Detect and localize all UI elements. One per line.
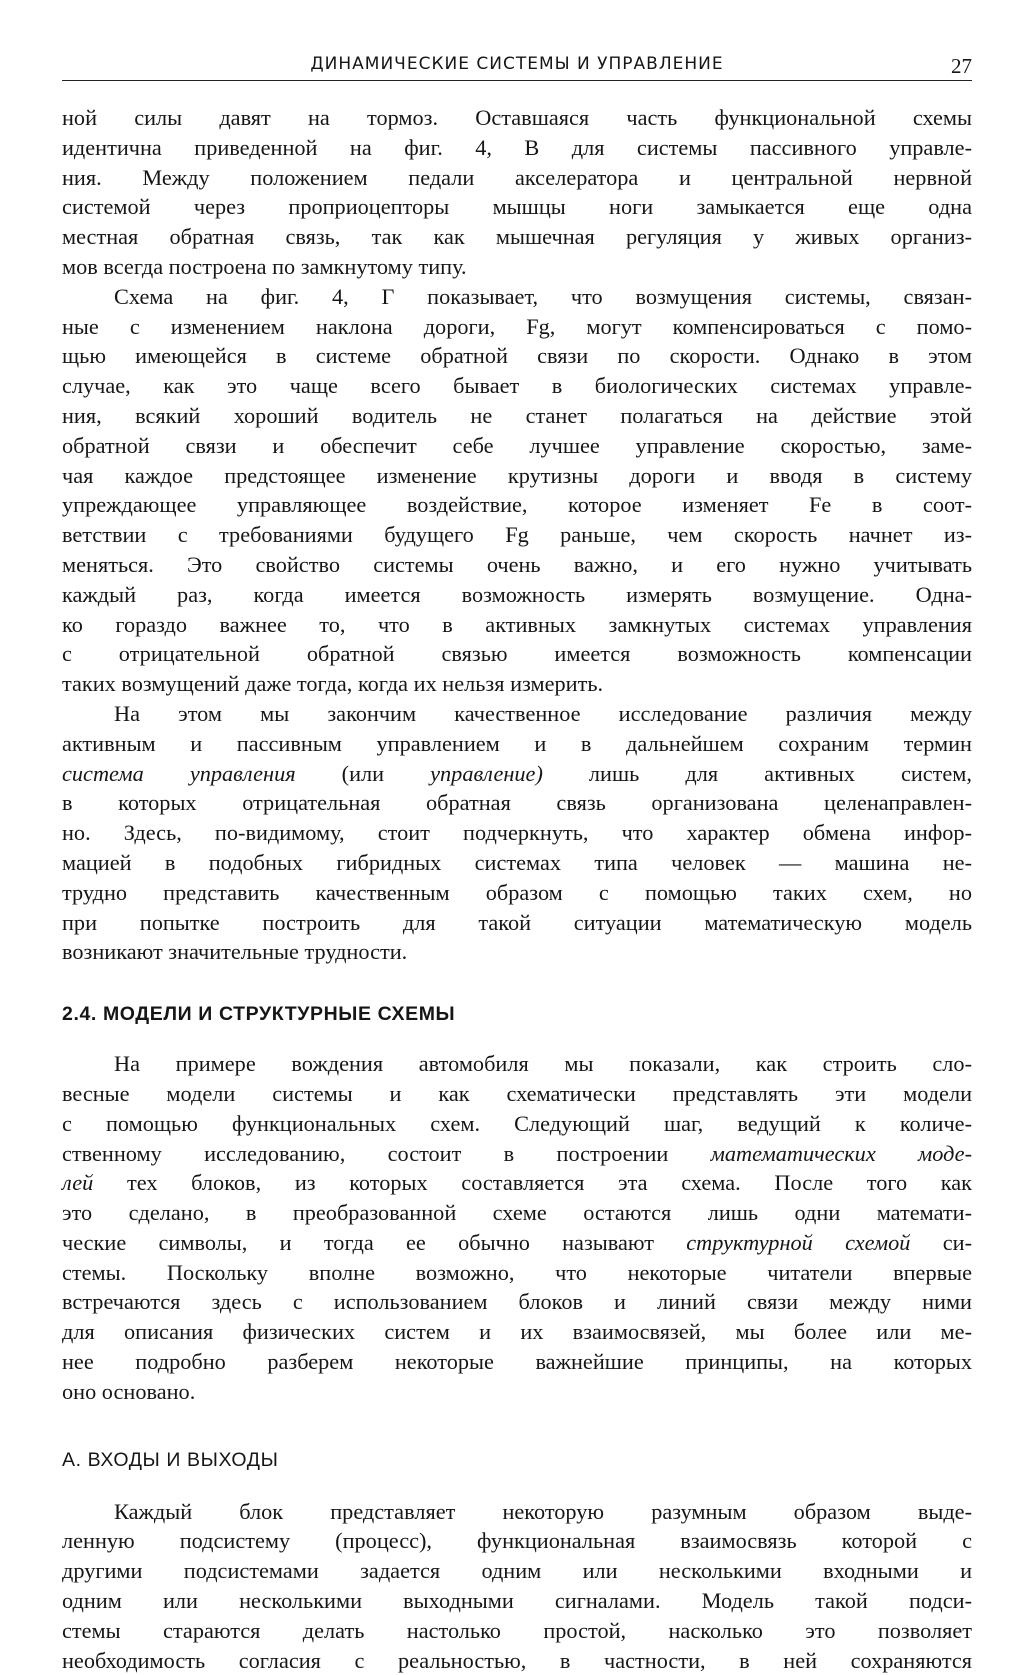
text-line: необходимость согласия с реальностью, в частности, в ней сохраняются — [62, 1647, 972, 1673]
text-line: местная обратная связь, так как мышечная регуляция у живых организ- — [62, 224, 972, 250]
text-line: с отрицательной обратной связью имеется возможность компенсации — [62, 641, 972, 667]
text-line: ко гораздо важнее то, что в активных замкнутых системах управления — [62, 611, 972, 637]
text-line — [62, 1168, 972, 1198]
text-line: каждый раз, когда имеется возможность измерять возмущение. Одна- — [62, 581, 972, 607]
book-page — [62, 48, 972, 1675]
page-body — [62, 103, 972, 1675]
italic-term: система управления — [62, 760, 296, 786]
text-line: обратной связи и обеспечит себе лучшее управление скоростью, заме- — [62, 432, 972, 458]
text-line: идентична приведенной на фиг. 4, В для системы пассивного управле- — [62, 134, 972, 160]
text-line: ные с изменением наклона дороги, Fg, могут компенсироваться с помо- — [62, 313, 972, 339]
text-line: ветствии с требованиями будущего Fg раньше, чем скорость начнет из- — [62, 522, 972, 548]
paragraph-1 — [62, 103, 972, 282]
text-line: оно основано. — [62, 1378, 196, 1404]
text-line: нее подробно разберем некоторые важнейшие принципы, на которых — [62, 1349, 972, 1375]
text-span: си- — [910, 1229, 973, 1255]
text-line: возникают значительные трудности. — [62, 939, 408, 965]
italic-term: структурной схемой — [686, 1229, 911, 1255]
paragraph-3 — [62, 699, 972, 967]
section-heading: 2.4. МОДЕЛИ И СТРУКТУРНЫЕ СХЕМЫ — [62, 1003, 456, 1026]
text-line — [62, 1139, 972, 1169]
text-line: упреждающее управляющее воздействие, которое изменяет Fe в соот- — [62, 492, 972, 518]
page-number: 27 — [951, 54, 972, 78]
text-line: но. Здесь, по-видимому, стоит подчеркнуть, что характер обмена инфор- — [62, 820, 972, 846]
text-line: стемы. Поскольку вполне возможно, что некоторые читатели впервые — [62, 1259, 972, 1285]
text-line: мацией в подобных гибридных системах типа человек — машина не- — [62, 849, 972, 875]
text-line: меняться. Это свойство системы очень важно, и его нужно учитывать — [62, 551, 972, 577]
text-span: ческие символы, и тогда ее обычно называют — [62, 1229, 687, 1255]
text-line: ленную подсистему (процесс), функциональная взаимосвязь которой с — [62, 1528, 972, 1554]
text-span: тех блоков, из которых составляется эта схема. После того как — [93, 1170, 972, 1196]
text-line: для описания физических систем и их взаимосвязей, мы более или ме- — [62, 1319, 972, 1345]
text-span: (или — [295, 760, 431, 786]
text-line: мов всегда построена по замкнутому типу. — [62, 253, 467, 279]
text-line: трудно представить качественным образом с помощью таких схем, но — [62, 879, 972, 905]
text-line: активным и пассивным управлением и в дальнейшем сохраним термин — [62, 730, 972, 756]
text-line: ния. Между положением педали акселератора и центральной нервной — [62, 164, 972, 190]
text-line: ния, всякий хороший водитель не станет полагаться на действие этой — [62, 402, 972, 428]
text-line: одним или несколькими выходными сигналами. Модель такой подси- — [62, 1588, 972, 1614]
text-line: в которых отрицательная обратная связь организована целенаправлен- — [62, 790, 972, 816]
text-line: с помощью функциональных схем. Следующий шаг, ведущий к количе- — [62, 1110, 972, 1136]
text-line: чая каждое предстоящее изменение крутизны дороги и вводя в систему — [62, 462, 972, 488]
text-line: На этом мы закончим качественное исследование различия между — [114, 700, 972, 726]
text-line: щью имеющейся в системе обратной связи по скорости. Однако в этом — [62, 343, 972, 369]
text-line: Каждый блок представляет некоторую разумным образом выде- — [114, 1498, 972, 1524]
italic-term: математических моде- — [710, 1140, 973, 1166]
paragraph-2 — [62, 282, 972, 699]
subsection-heading: А. ВХОДЫ И ВЫХОДЫ — [62, 1448, 279, 1471]
text-line: ной силы давят на тормоз. Оставшаяся часть функциональной схемы — [62, 105, 972, 130]
text-line — [62, 1228, 972, 1258]
italic-term: лей — [62, 1170, 94, 1196]
text-line: при попытке построить для такой ситуации математическую модель — [62, 909, 972, 935]
paragraph-5 — [62, 1497, 972, 1675]
text-line: системой через проприоцепторы мышцы ноги замыкается еще одна — [62, 194, 972, 220]
text-span: лишь для активных систем, — [542, 760, 972, 786]
text-line: другими подсистемами задается одним или несколькими входными и — [62, 1558, 972, 1584]
text-line: случае, как это чаще всего бывает в биологических системах управле- — [62, 373, 972, 399]
text-span: ственному исследованию, состоит в построении — [62, 1140, 711, 1166]
paragraph-4 — [62, 1049, 972, 1407]
text-line: На примере вождения автомобиля мы показали, как строить сло- — [114, 1051, 972, 1077]
text-line: таких возмущений даже тогда, когда их нельзя измерить. — [62, 671, 604, 697]
text-line: весные модели системы и как схематически представлять эти модели — [62, 1080, 972, 1106]
text-line — [62, 759, 972, 789]
text-line: стемы стараются делать настолько простой, насколько это позволяет — [62, 1617, 972, 1643]
text-line: это сделано, в преобразованной схеме остаются лишь одни математи- — [62, 1200, 972, 1226]
text-line: Схема на фиг. 4, Г показывает, что возмущения системы, связан- — [114, 283, 972, 309]
running-header — [62, 48, 972, 81]
text-line: встречаются здесь с использованием блоков и линий связи между ними — [62, 1289, 972, 1315]
running-title: ДИНАМИЧЕСКИЕ СИСТЕМЫ И УПРАВЛЕНИЕ — [310, 54, 724, 74]
italic-term: управление) — [430, 760, 543, 786]
